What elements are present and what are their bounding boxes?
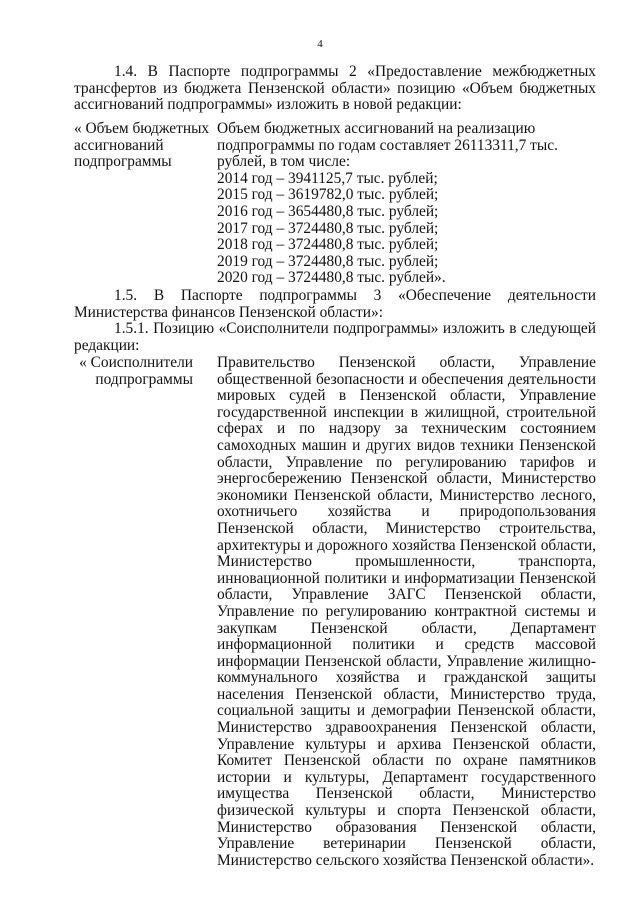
budget-year-line: 2020 год – 3724480,8 тыс. рублей». [217,269,446,287]
section-1-5-1-paragraph: 1.5.1. Позицию «Соисполнители подпрограммы» изложить в следующей редакции: [74,320,596,354]
coexecutors-row [74,354,596,869]
page-number: 4 [317,38,323,50]
budget-label-line: « Объем бюджетных [74,120,210,137]
coexecutors-label-line: « Соисполнители [79,354,193,371]
budget-year-line: 2019 год – 3724480,8 тыс. рублей; [217,252,439,270]
budget-year-line: 2017 год – 3724480,8 тыс. рублей; [217,219,439,237]
budget-year-line: 2018 год – 3724480,8 тыс. рублей; [217,236,439,254]
budget-year-line: 2016 год – 3654480,8 тыс. рублей; [217,202,439,220]
section-1-4-paragraph: 1.4. В Паспорте подпрограммы 2 «Предоставление межбюджетных трансфертов из бюджета Пензенской области» позицию «Объем бюджетных ассигнований подпрограммы» изложить в новой редакции: [74,63,596,114]
coexecutors-label-line: подпрограммы [95,370,193,388]
budget-summary: Объем бюджетных ассигнований на реализацию подпрограммы по годам составляет 26113311,7 тыс. рублей, в том числе: [217,120,558,171]
budget-allocation-value [217,121,596,287]
budget-allocation-label [74,121,210,171]
coexecutors-label [74,355,193,388]
budget-label-line: ассигнований [74,136,164,154]
budget-label-line: подпрограммы [74,153,172,171]
budget-year-line: 2015 год – 3619782,0 тыс. рублей; [217,186,439,204]
budget-year-line: 2014 год – 3941125,7 тыс. рублей; [217,169,438,187]
coexecutors-value: Правительство Пензенской области, Управление общественной безопасности и обеспечения деятельности мировых судей в Пензенской области, Управление государственной инспекции в жилищной, строительной сферах и по надзору за техническим состоянием самоходных машин и других видов техники Пензенской области, Управление по регулированию тарифов и энергосбережению Пензенской области, Министерство экономики Пензенской области, Министерство лесного, охотничьего хозяйства и природопользования Пензенской области, Министерство строительства, архитектуры и дорожного хозяйства Пензенской области, Министерство промышленности, транспорта, инновационной политики и информатизации Пензенской области, Управление ЗАГС Пензенской области, Управление по регулированию контрактной системы и закупкам Пензенской области, Департамент информационной политики и средств массовой информации Пензенской области, Управление жилищно-коммунального хозяйства и гражданской защиты населения Пензенской области, Министерство труда, социальной защиты и демографии Пензенской области, Министерство здравоохранения Пензенской области, Управление культуры и архива Пензенской области, Комитет Пензенской области по охране памятников истории и культуры, Департамент государственного имущества Пензенской области, Министерство физической культуры и спорта Пензенской области, Министерство образования Пензенской области, Управление ветеринарии Пензенской области, Министерство сельского хозяйства Пензенской области». [217,354,596,869]
budget-allocation-row [74,120,596,287]
section-1-5-paragraph: 1.5. В Паспорте подпрограммы 3 «Обеспечение деятельности Министерства финансов Пензенской области»: [74,287,596,321]
